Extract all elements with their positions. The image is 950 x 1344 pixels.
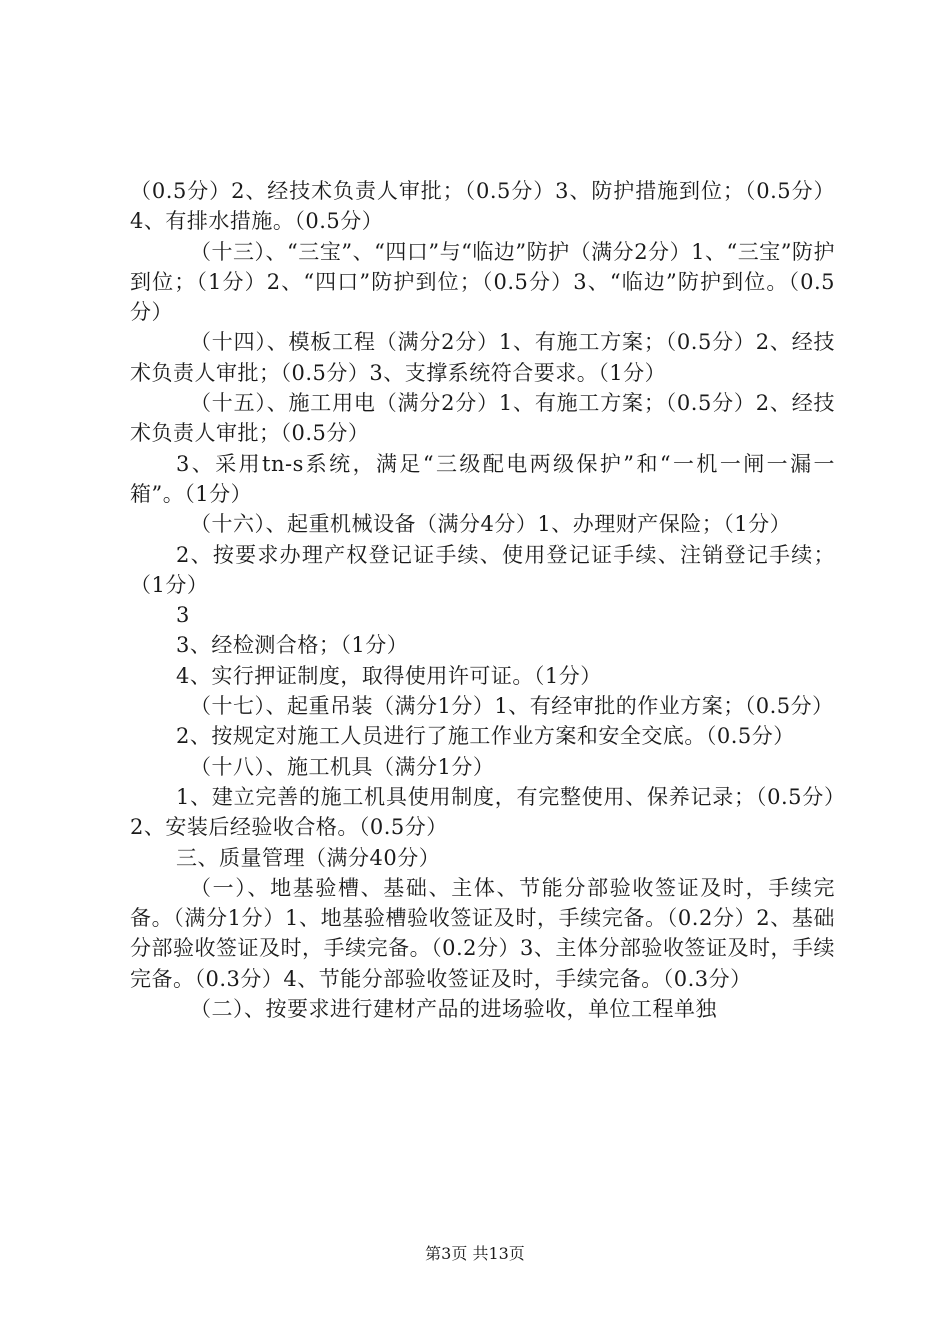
paragraph-6: （十六）、起重机械设备（满分4分）1、办理财产保险；（1分） <box>190 512 792 537</box>
paragraph-4: （十五）、施工用电（满分2分）1、有施工方案；（0.5分）2、经技术负责人审批；（0.5分） <box>130 391 835 446</box>
paragraph-8: 3 <box>176 603 190 628</box>
paragraph-16: （一）、地基验槽、基础、主体、节能分部验收签证及时，手续完备。（满分1分）1、地基验槽验收签证及时，手续完备。（0.2分）2、基础分部验收签证及时，手续完备。（0.2分）3、主体分部验收签证及时，手续完备。（0.3分）4、节能分部验收签证及时，手续完备。（0.3分） <box>130 875 835 991</box>
paragraph-15: 三、质量管理（满分40分） <box>176 845 441 870</box>
paragraph-11: （十七）、起重吊装（满分1分）1、有经审批的作业方案；（0.5分） <box>190 694 834 719</box>
paragraph-3: （十四）、模板工程（满分2分）1、有施工方案；（0.5分）2、经技术负责人审批；（0.5分）3、支撑系统符合要求。（1分） <box>130 330 835 385</box>
document-body <box>130 176 835 1024</box>
paragraph-14: 1、建立完善的施工机具使用制度，有完整使用、保养记录；（0.5分）2、安装后经验收合格。（0.5分） <box>130 784 835 840</box>
paragraph-9: 3、经检测合格；（1分） <box>176 633 409 658</box>
paragraph-17: （二）、按要求进行建材产品的进场验收，单位工程单独 <box>190 997 717 1022</box>
paragraph-13: （十八）、施工机具（满分1分） <box>190 754 495 779</box>
paragraph-1: （0.5分）2、经技术负责人审批；（0.5分）3、防护措施到位；（0.5分）4、有排水措施。（0.5分） <box>130 179 835 234</box>
paragraph-7: 2、按要求办理产权登记证手续、使用登记证手续、注销登记手续；（1分） <box>130 542 835 597</box>
paragraph-2: （十三）、“三宝”、“四口”与“临边”防护（满分2分）1、“三宝”防护到位；（1分）2、“四口”防护到位；（0.5分）3、“临边”防护到位。（0.5分） <box>130 239 835 325</box>
page-footer: 第3页 共13页 <box>425 1244 525 1263</box>
paragraph-10: 4、实行押证制度，取得使用许可证。（1分） <box>176 663 602 688</box>
paragraph-5: 3、采用tn-s系统，满足“三级配电两级保护”和“一机一闸一漏一箱”。（1分） <box>130 451 835 506</box>
paragraph-12: 2、按规定对施工人员进行了施工作业方案和安全交底。（0.5分） <box>176 724 795 749</box>
